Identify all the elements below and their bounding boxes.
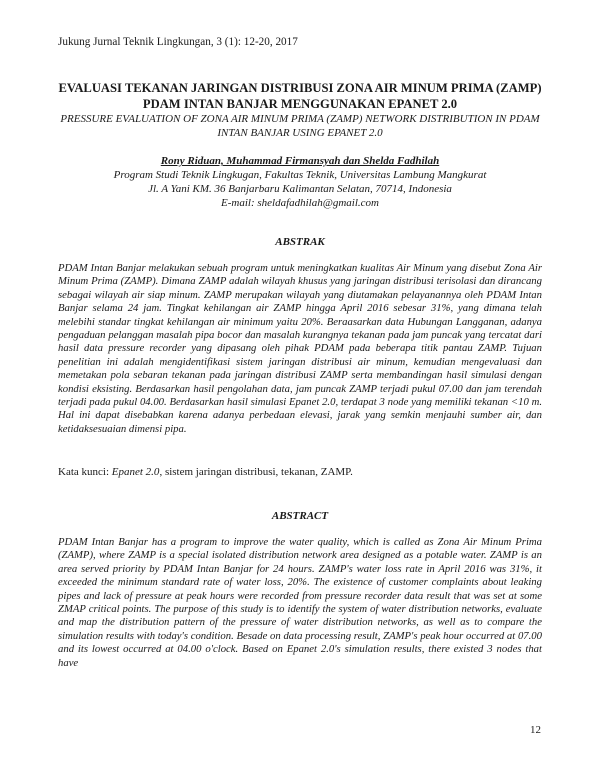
abstract-heading: ABSTRACT [271,510,329,522]
authors-block [58,154,542,210]
keywords-label: Kata kunci: [58,466,112,478]
keywords-italic-term: Epanet 2.0 [111,466,160,478]
author-email: E-mail: sheldafadhilah@gmail.com [221,197,379,209]
title-block [58,80,542,140]
abstrak-text: PDAM Intan Banjar melakukan sebuah program untuk meningkatkan kualitas Air Minum yang disebut Zona Air Minum Prima (ZAMP). Dimana ZAMP adalah wilayah khusus yang jaringan distribusi terisolasi dan dirancang sebagai wilayah air siap minum. ZAMP merupakan wilayah yang diutamakan pelayanannya oleh PDAM Intan Banjar selama 24 jam. Tingkat kehilangan air ZAMP hingga April 2016 sebesar 31%, yang dimana telah melebihi standar tingkat kehilangan air minimum yaitu 20%. Beraasarkan data Hubungan Langganan, adanya pengaduan pelanggan masalah pipa bocor dan masalah kurangnya tekanan pada jam puncak yang tercatat dari hasil data pressure recorder yang dipasang oleh pihak PDAM pada beberapa titik pantau ZAMP. Tujuan penelitian ini adalah mengidentifikasi sistem jaringan distribusi air minum, kemudian mengevaluasi dan memetakan pola sebaran tekanan pada jaringan distribusi ZAMP serta membandingan hasil simulasi dengan kondisi eksisting. Berdasarkan hasil pengolahan data, jam puncak ZAMP terjadi pukul 07.00 dan jam terendah terjadi pada pukul 04.00. Berdasarkan hasil simulasi Epanet 2.0, terdapat 3 node yang memiliki tekanan <10 m. Hal ini dapat disebabkan karena adanya perbedaan elevasi, jarak yang semkin menjauhi sumber air, dan ketidaksesuaian dimensi pipa. [58,262,542,435]
author-address: Jl. A Yani KM. 36 Banjarbaru Kalimantan Selatan, 70714, Indonesia [148,183,452,195]
page-number: 12 [530,724,541,736]
title-indonesian: EVALUASI TEKANAN JARINGAN DISTRIBUSI ZONA AIR MINUM PRIMA (ZAMP) PDAM INTAN BANJAR MENGGUNAKAN EPANET 2.0 [58,81,542,111]
abstrak-heading: ABSTRAK [275,236,325,248]
author-affiliation: Program Studi Teknik Lingkugan, Fakultas Teknik, Universitas Lambung Mangkurat [113,169,487,181]
abstract-text: PDAM Intan Banjar has a program to improve the water quality, which is called as Zona Air Minum Prima (ZAMP), where ZAMP is a special isolated distribution network area designed as a potable water. ZAMP is an area served priority by PDAM Intan Banjar for 24 hours. ZAMP's water loss rate in April 2016 was 31%, it exceeded the minimum standard rate of water loss, 20%. The existence of customer complaints about leaking pipes and lack of pressure at peak hours were recorded from pressure recorder data result that was set at some ZMAP critical points. The purpose of this study is to identify the system of water distribution networks, evaluate and map the distribution pattern of the pressure of water distribution networks, as well as to compare the simulation results with today's condition. Besade on data processing result, ZAMP's peak hour occurred at 07.00 and its lowest occurred at 04.00 o'clock. Based on Epanet 2.0's simulation results, there existed 3 nodes that have [58,536,542,669]
keywords-rest: , sistem jaringan distribusi, tekanan, ZAMP. [159,466,353,478]
title-english: PRESSURE EVALUATION OF ZONA AIR MINUM PRIMA (ZAMP) NETWORK DISTRIBUTION IN PDAM INTAN BANJAR USING EPANET 2.0 [60,113,540,139]
keywords [58,466,353,478]
author-names: Rony Riduan, Muhammad Firmansyah dan Shelda Fadhilah [160,155,440,167]
journal-header: Jukung Jurnal Teknik Lingkungan, 3 (1): 12-20, 2017 [58,36,298,48]
